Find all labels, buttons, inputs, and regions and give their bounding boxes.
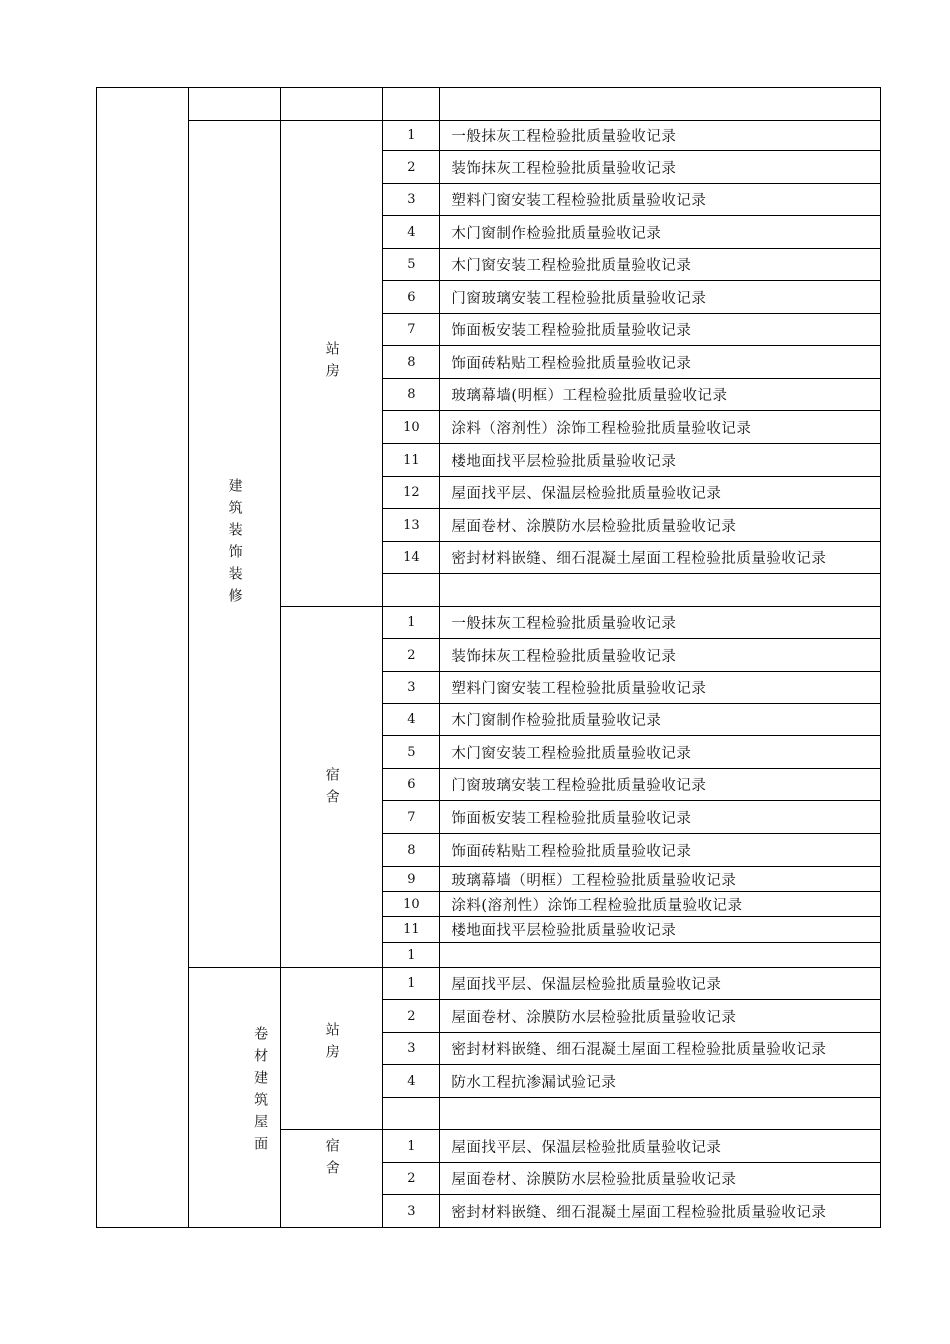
item-description bbox=[440, 1098, 881, 1130]
header-cell bbox=[189, 88, 281, 121]
item-number: 13 bbox=[383, 509, 440, 542]
item-number: 5 bbox=[383, 736, 440, 769]
item-description: 饰面板安装工程检验批质量验收记录 bbox=[440, 314, 881, 346]
sub-dorm-cell bbox=[281, 607, 383, 968]
item-description: 密封材料嵌缝、细石混凝土屋面工程检验批质量验收记录 bbox=[440, 1033, 881, 1065]
roof-sub-station-label: 站房 bbox=[323, 1022, 340, 1066]
item-number: 6 bbox=[383, 281, 440, 314]
item-number: 10 bbox=[383, 411, 440, 444]
item-number: 9 bbox=[383, 867, 440, 892]
table-header-row bbox=[97, 88, 881, 121]
item-number: 4 bbox=[383, 704, 440, 736]
item-number: 8 bbox=[383, 379, 440, 411]
header-cell bbox=[440, 88, 881, 121]
item-number: 2 bbox=[383, 639, 440, 672]
roof-sub-dorm-label: 宿舍 bbox=[323, 1138, 340, 1182]
item-description: 塑料门窗安装工程检验批质量验收记录 bbox=[440, 184, 881, 216]
category-decoration-label: 建筑装饰装修 bbox=[226, 478, 243, 610]
sub-dorm-label: 宿舍 bbox=[323, 767, 340, 811]
item-number: 10 bbox=[383, 892, 440, 917]
item-description: 一般抹灰工程检验批质量验收记录 bbox=[440, 121, 881, 151]
item-number: 1 bbox=[383, 968, 440, 1000]
item-description: 门窗玻璃安装工程检验批质量验收记录 bbox=[440, 281, 881, 314]
item-number: 11 bbox=[383, 917, 440, 943]
item-number: 7 bbox=[383, 314, 440, 346]
item-description: 屋面找平层、保温层检验批质量验收记录 bbox=[440, 1130, 881, 1163]
item-description: 屋面卷材、涂膜防水层检验批质量验收记录 bbox=[440, 509, 881, 542]
item-description: 密封材料嵌缝、细石混凝土屋面工程检验批质量验收记录 bbox=[440, 542, 881, 574]
item-description: 门窗玻璃安装工程检验批质量验收记录 bbox=[440, 769, 881, 801]
roof-sub-dorm-cell bbox=[281, 1130, 383, 1228]
item-number: 6 bbox=[383, 769, 440, 801]
item-description: 屋面卷材、涂膜防水层检验批质量验收记录 bbox=[440, 1000, 881, 1033]
item-description: 木门窗制作检验批质量验收记录 bbox=[440, 704, 881, 736]
item-number: 3 bbox=[383, 1033, 440, 1065]
table-body bbox=[97, 88, 881, 1228]
item-number: 3 bbox=[383, 1195, 440, 1228]
item-description bbox=[440, 574, 881, 607]
item-number bbox=[383, 574, 440, 607]
item-description: 木门窗制作检验批质量验收记录 bbox=[440, 216, 881, 249]
item-number: 1 bbox=[383, 1130, 440, 1163]
item-number bbox=[383, 1098, 440, 1130]
item-number: 5 bbox=[383, 249, 440, 281]
inspection-record-table bbox=[96, 87, 881, 1228]
item-number: 14 bbox=[383, 542, 440, 574]
item-number: 3 bbox=[383, 184, 440, 216]
item-description: 饰面砖粘贴工程检验批质量验收记录 bbox=[440, 834, 881, 867]
item-description: 涂料(溶剂性）涂饰工程检验批质量验收记录 bbox=[440, 892, 881, 917]
category-roof-cell bbox=[189, 968, 281, 1228]
table-row bbox=[97, 121, 881, 151]
item-number: 8 bbox=[383, 346, 440, 379]
item-description: 玻璃幕墙(明框）工程检验批质量验收记录 bbox=[440, 379, 881, 411]
item-description: 塑料门窗安装工程检验批质量验收记录 bbox=[440, 672, 881, 704]
item-description: 饰面砖粘贴工程检验批质量验收记录 bbox=[440, 346, 881, 379]
header-cell bbox=[281, 88, 383, 121]
item-number: 2 bbox=[383, 1000, 440, 1033]
item-number: 12 bbox=[383, 477, 440, 509]
item-number: 1 bbox=[383, 121, 440, 151]
item-description: 楼地面找平层检验批质量验收记录 bbox=[440, 444, 881, 477]
sub-station-cell bbox=[281, 121, 383, 607]
item-description: 一般抹灰工程检验批质量验收记录 bbox=[440, 607, 881, 639]
item-number: 8 bbox=[383, 834, 440, 867]
item-description: 防水工程抗渗漏试验记录 bbox=[440, 1065, 881, 1098]
item-number: 1 bbox=[383, 943, 440, 968]
item-description: 屋面卷材、涂膜防水层检验批质量验收记录 bbox=[440, 1163, 881, 1195]
roof-sub-station-cell bbox=[281, 968, 383, 1130]
item-description: 木门窗安装工程检验批质量验收记录 bbox=[440, 736, 881, 769]
item-description bbox=[440, 943, 881, 968]
outer-left-cell bbox=[97, 88, 189, 1228]
item-number: 4 bbox=[383, 216, 440, 249]
category-roof-label: 卷材建筑屋面 bbox=[252, 1026, 269, 1158]
item-description: 木门窗安装工程检验批质量验收记录 bbox=[440, 249, 881, 281]
item-description: 饰面板安装工程检验批质量验收记录 bbox=[440, 801, 881, 834]
item-description: 装饰抹灰工程检验批质量验收记录 bbox=[440, 639, 881, 672]
item-number: 2 bbox=[383, 1163, 440, 1195]
item-number: 11 bbox=[383, 444, 440, 477]
item-description: 玻璃幕墙（明框）工程检验批质量验收记录 bbox=[440, 867, 881, 892]
item-description: 屋面找平层、保温层检验批质量验收记录 bbox=[440, 477, 881, 509]
item-description: 屋面找平层、保温层检验批质量验收记录 bbox=[440, 968, 881, 1000]
item-number: 3 bbox=[383, 672, 440, 704]
item-number: 2 bbox=[383, 151, 440, 184]
header-cell bbox=[383, 88, 440, 121]
table-row bbox=[97, 968, 881, 1000]
item-description: 楼地面找平层检验批质量验收记录 bbox=[440, 917, 881, 943]
item-description: 装饰抹灰工程检验批质量验收记录 bbox=[440, 151, 881, 184]
item-number: 4 bbox=[383, 1065, 440, 1098]
sub-station-label: 站房 bbox=[323, 341, 340, 385]
item-number: 1 bbox=[383, 607, 440, 639]
item-description: 涂料（溶剂性）涂饰工程检验批质量验收记录 bbox=[440, 411, 881, 444]
item-number: 7 bbox=[383, 801, 440, 834]
category-decoration-cell bbox=[189, 121, 281, 968]
item-description: 密封材料嵌缝、细石混凝土屋面工程检验批质量验收记录 bbox=[440, 1195, 881, 1228]
